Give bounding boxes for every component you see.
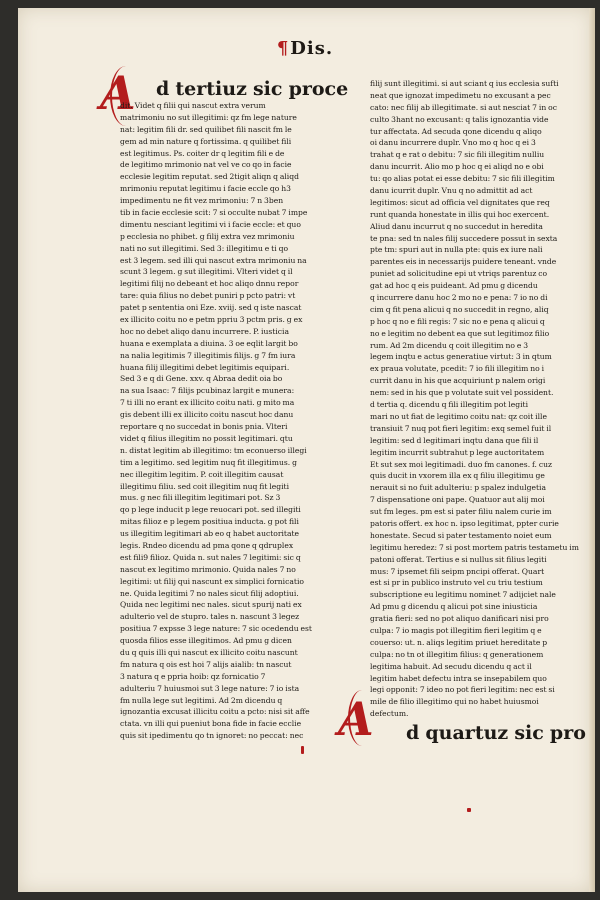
text-line: culto 3hant no excusant: q talis ignozantia vide	[370, 114, 549, 124]
text-line: ctata. vn illi qui pueniut bona fide in facie ecclie	[120, 719, 302, 729]
text-line: patoris offert. ex hoc n. ipso legitimat, ppter curie	[370, 518, 559, 528]
text-line: runt quanda honestate in illis qui hoc exercent.	[370, 209, 550, 219]
text-line: honestate. Secud si pater testamento noiet eum	[370, 530, 552, 540]
text-line: ignozantia excusat illicitu coitu a pcto: nisi sit affe	[120, 707, 310, 717]
text-line: quosda filios esse illegitimos. Ad pmu g dicen	[120, 636, 292, 646]
text-line: p hoc q no e fili regis: 7 sic no e pena q alicui q	[370, 316, 545, 326]
text-line: 7 ti illi no erant ex illicito coitu nati. g mito ma	[120, 398, 295, 408]
text-line: videt q filius illegitim no possit legitimari. qtu	[120, 433, 293, 443]
text-line: q incurrere danu hoc 2 mo no e pena: 7 io no di	[370, 293, 548, 303]
text-line: culpa: 7 io magis pot illegitim fieri legitim q e	[370, 625, 542, 635]
text-line: cim q fit pena alicui q no succedit in regno, aliq	[370, 304, 549, 314]
text-line: tim a legitimo. sed legitim nuq fit illegitimus. g	[120, 457, 297, 467]
text-line: gis debent illi ex illicito coitu nascut hoc danu	[120, 410, 294, 420]
text-line: patet p sententia oni Eze. xviij. sed q iste nascat	[120, 303, 302, 313]
running-head	[18, 38, 592, 59]
text-line: ecclesie legitim reputat. sed 2tigit aliqn q aliqd	[120, 172, 299, 182]
text-line: n. distat legitim ab illegitimo: tm econuerso illegi	[120, 445, 307, 455]
text-line: neat que ignozat impedimetu no excusant a pec	[370, 90, 551, 100]
left-column	[120, 78, 349, 742]
text-line: positiua 7 expsse 3 lege nature: 7 sic ocedendu est	[120, 624, 312, 634]
text-line: 7 dispensatione oni pape. Quatuor aut alij moi	[370, 495, 545, 505]
text-line: pte tm: spuri aut in nulla pte: quis ex iure nali	[370, 245, 543, 255]
text-line: na sua Isaac: 7 filijs pcubinaz largit e munera:	[120, 386, 295, 396]
text-line: nec illegitim legitim. P. coit illegitim causat	[120, 469, 284, 479]
text-line: mus: 7 ipsemet fili seipm pncipi offerat. Quart	[370, 566, 545, 576]
text-line: tu: qo alias potat ei esse debitu: 7 sic fili illegitim	[370, 174, 555, 184]
text-line: subscriptione eu legitimu nominet 7 adijciet nale	[370, 590, 556, 600]
text-line: nati no sut illegitimi. Sed 3: illegitimu e ti qo	[120, 243, 289, 253]
text-line: currit danu in his que acquiriunt p nalem origi	[370, 376, 546, 386]
text-line: gat ad hoc q eis puideant. Ad pmu g dicendu	[370, 281, 538, 291]
text-line: defectum.	[370, 709, 409, 719]
rubric-tick-mark	[301, 746, 304, 754]
text-line: qo p lege inducit p lege reuocari pot. sed illegiti	[120, 505, 301, 515]
text-line: mrimoniu reputat legitimu i facie eccle qo h3	[120, 184, 291, 194]
text-line: dit. Videt q filii qui nascut extra verum	[120, 101, 266, 110]
text-line: couerso: ut. n. aliqs legitim priuet hereditate p	[370, 637, 548, 647]
left-column-heading: d tertiuz sic proce	[156, 78, 349, 100]
text-line: adulteriu 7 huiusmoi sut 3 lege nature: 7 io ista	[120, 683, 300, 693]
right-column-heading: d quartuz sic pro	[406, 722, 586, 745]
text-line: legitimi: ut filij qui nascunt ex simplici fornicatio	[120, 576, 304, 586]
text-line: illegitimu filiu. sed coit illegitim nuq fit legiti	[120, 481, 290, 491]
right-column	[370, 78, 596, 744]
text-line: est legitimus. Ps. coiter dr q legitim fili e de	[120, 148, 285, 158]
text-line: est si pr in publico instruto vel cu triu testium	[370, 578, 543, 588]
text-line: legitimu heredez: 7 si post mortem patris testametu im	[370, 542, 579, 552]
text-line: nascut ex legitimo mrimonio. Quida nales 7 no	[120, 564, 296, 574]
text-line: trahat q e rat o debitu: 7 sic fili illegitim nulliu	[370, 150, 545, 160]
text-line: legitimi filij no debeant et hoc aliqo dnnu repor	[120, 279, 299, 289]
text-line: Et sut sex moi legitimadi. duo fm canones. f. cuz	[370, 459, 553, 469]
text-line: tur affectata. Ad secuda qone dicendu q aliqo	[370, 126, 542, 136]
text-line: filij sunt illegitimi. si aut sciant q ius ecclesia sufti	[370, 79, 559, 88]
rubricated-initial-left: A	[100, 66, 136, 120]
text-line: mus. g nec fili illegitim legitimari pot. Sz 3	[120, 493, 281, 503]
text-line: danu incurrit. Alio mo p hoc q ei aliqd no e obi	[370, 162, 544, 172]
text-line: te pna: sed tn nales filij succedere possut in sexta	[370, 233, 558, 243]
text-line: reportare q no succedat in bonis pnia. Vlteri	[120, 422, 288, 432]
running-head-text: Dis.	[290, 38, 334, 59]
text-line: Sed 3 e q di Gene. xxv. q Abraa dedit oia bo	[120, 374, 283, 384]
text-line: dimentu nesciant legitimi vi i facie eccle: et quo	[120, 219, 301, 229]
text-line: ex praua volutate, pcedit: 7 io fili illegitim no i	[370, 364, 545, 374]
text-line: no e legitim no debent ea que sut legitimoz filio	[370, 328, 550, 338]
text-line: tare: quia filius no debet puniri p pcto patri: vt	[120, 291, 296, 301]
text-line: adulterio vel de stupro. tales n. nascunt 3 legez	[120, 612, 300, 622]
text-line: legitima habuit. Ad secudu dicendu q act il	[370, 661, 532, 671]
text-line: tib in facie ecclesie scit: 7 si occulte nubat 7 impe	[120, 208, 308, 218]
text-line: gratia fieri: sed no pot aliquo danificari nisi pro	[370, 614, 549, 624]
text-line: legitimos: sicut ad officia vel dignitates que req	[370, 197, 550, 207]
text-line: mile de filio illegitimo qui no habet huiusmoi	[370, 697, 539, 707]
text-line: transiuit 7 nuq pot fieri legitim: exq semel fuit il	[370, 423, 552, 433]
text-line: parentes eis in necessarijs puidere teneant. vnde	[370, 257, 557, 267]
text-line: Ad pmu g dicendu q alicui pot sine iniusticia	[370, 602, 538, 612]
text-line: matrimoniu no sut illegitimi: qz fm lege nature	[120, 112, 297, 122]
text-line: est fili9 filioz. Quida n. sut nales 7 legitimi: sic q	[120, 552, 301, 562]
text-line: patoni offerat. Tertius e si nullus sit filius legiti	[370, 554, 547, 564]
text-line: Aliud danu incurrut q no succedut in heredita	[370, 221, 543, 231]
text-line: 3 natura q e ppria hoib: qz fornicatio 7	[120, 671, 266, 681]
text-line: huana e exemplata a diuina. 3 oe eqlit largit bo	[120, 338, 298, 348]
text-line: us illegitim legitimari ab eo q habet auctoritate	[120, 529, 300, 539]
text-line: ne. Quida legitimi 7 no nales sicut filij adoptiui.	[120, 588, 299, 598]
text-line: quis ducit in vxorem illa ex q filiu illegitimu ge	[370, 471, 545, 481]
text-line: legitim: sed d legitimari inqtu dana que fili il	[370, 435, 539, 445]
text-line: huana filij illegitimi debet legitimis equipari.	[120, 362, 290, 372]
text-line: mari no ut fiat de legitimo coitu nat: qz coit ille	[370, 411, 547, 421]
rubric-tick-mark	[467, 808, 471, 812]
text-line: legi opponit: 7 ideo no pot fieri legitim: nec est si	[370, 685, 555, 695]
text-line: est 3 legem. sed illi qui nascut extra mrimoniu na	[120, 255, 307, 265]
text-line: du q quis illi qui nascut ex illicito coitu nascunt	[120, 647, 298, 657]
text-line: nat: legitim fili dr. sed quilibet fili nascit fm le	[120, 124, 292, 134]
text-line: oi danu incurrere duplr. Vno mo q hoc q ei 3	[370, 138, 536, 148]
rubricated-initial-right: A	[338, 692, 374, 746]
text-line: de legitimo mrimonio nat vel ve co qo in facie	[120, 160, 292, 170]
text-line: impedimentu ne fit vez mrimoniu: 7 n 3ben	[120, 196, 284, 206]
text-line: d tertia q. dicendu q fili illegitim pot legiti	[370, 400, 529, 410]
text-line: danu icurrit duplr. Vnu q no admittit ad act	[370, 186, 533, 196]
text-line: fm nulla lege sut legitimi. Ad 2m dicendu q	[120, 695, 283, 705]
paragraph-mark-icon: ¶	[276, 38, 290, 59]
text-line: fm natura q ois est hoi 7 alijs aialib: tn nascut	[120, 659, 292, 669]
book-page	[18, 8, 592, 892]
text-line: ex illicito coitu no e petm ppriu 3 pctm pris. g ex	[120, 315, 303, 325]
text-line: sut fm leges. pm est si pater filiu nalem curie im	[370, 507, 552, 517]
initial-flourish-right	[348, 690, 376, 746]
text-line: legitim incurrit subtrahut p lege auctoritatem	[370, 447, 545, 457]
text-line: nerauit si no fuit adulteriu: p spalez indulgetia	[370, 483, 546, 493]
text-line: rum. Ad 2m dicendu q coit illegitim no e 3	[370, 340, 529, 350]
text-line: na nalia legitimis 7 illegitimis filijs. g 7 fm iura	[120, 350, 296, 360]
text-line: p ecclesia no phibet. g filij extra vez mrimoniu	[120, 231, 295, 241]
text-line: quis sit ipedimentu qo tn ignoret: no peccat: nec	[120, 731, 304, 741]
text-line: hoc no debet aliqo danu incurrere. P. iusticia	[120, 326, 289, 336]
text-line: scunt 3 legem. g sut illegitimi. Vlteri videt q il	[120, 267, 293, 277]
text-line: nem: sed in his que p volutate suit vel possident.	[370, 388, 554, 398]
text-line: legis. Rndeo dicendu ad pma qone q qdruplex	[120, 540, 294, 550]
text-line: gem ad min nature q fortissima. q quilibet fili	[120, 136, 292, 146]
text-line: mitas filioz e p legem positiua inducta. g pot fili	[120, 517, 299, 527]
text-line: cato: nec filij ab illegitimate. si aut nesciat 7 in oc	[370, 102, 557, 112]
text-line: Quida nec legitimi nec nales. sicut spurij nati ex	[120, 600, 302, 610]
text-line: legem inqtu e actus generatiue virtut: 3 in qtum	[370, 352, 552, 362]
text-line: puniet ad solicitudine epi ut vtriqs parentuz co	[370, 269, 548, 279]
text-line: legitim habet defectu intra se insepabilem quo	[370, 673, 547, 683]
text-line: culpa: no tn ot illegitim filius: q generationem	[370, 649, 544, 659]
